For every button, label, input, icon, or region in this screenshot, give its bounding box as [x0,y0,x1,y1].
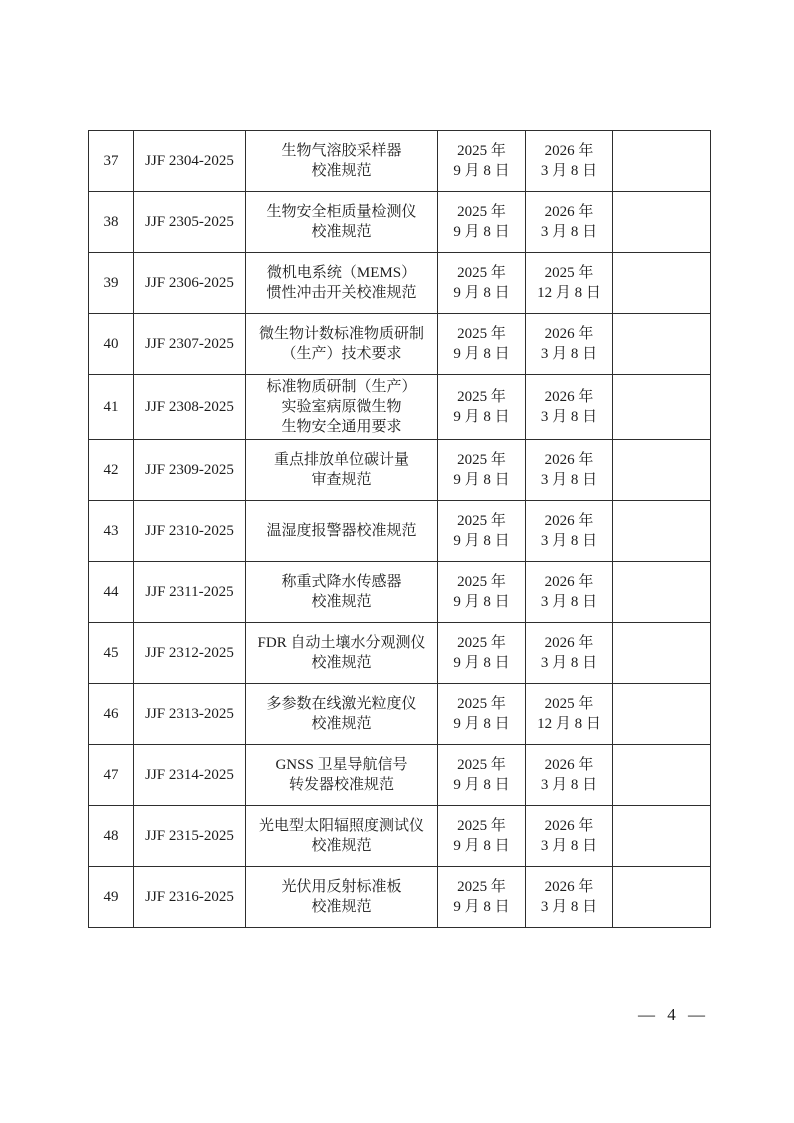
implementation-date-cell: 2026 年 3 月 8 日 [526,867,613,928]
standard-code-cell: JJF 2307-2025 [134,314,246,375]
standard-name-cell: 微机电系统（MEMS） 惯性冲击开关校准规范 [246,253,438,314]
remark-cell [613,131,711,192]
issue-date-cell: 2025 年 9 月 8 日 [438,192,526,253]
remark-cell [613,623,711,684]
page-number: — 4 — [638,1005,706,1024]
issue-date-cell: 2025 年 9 月 8 日 [438,375,526,440]
standard-name-cell: 温湿度报警器校准规范 [246,501,438,562]
standard-code-cell: JJF 2308-2025 [134,375,246,440]
issue-date-cell: 2025 年 9 月 8 日 [438,501,526,562]
issue-date-cell: 2025 年 9 月 8 日 [438,440,526,501]
table-row [89,192,711,253]
row-number-cell: 48 [89,806,134,867]
standard-name-cell: 称重式降水传感器 校准规范 [246,562,438,623]
table-row [89,131,711,192]
table-row [89,253,711,314]
table-row [89,314,711,375]
standards-table [88,130,711,928]
implementation-date-cell: 2026 年 3 月 8 日 [526,562,613,623]
table-row [89,375,711,440]
row-number-cell: 42 [89,440,134,501]
remark-cell [613,440,711,501]
row-number-cell: 41 [89,375,134,440]
standard-name-cell: 重点排放单位碳计量 审查规范 [246,440,438,501]
standard-code-cell: JJF 2312-2025 [134,623,246,684]
standard-name-cell: 标准物质研制（生产） 实验室病原微生物 生物安全通用要求 [246,375,438,440]
standard-code-cell: JJF 2310-2025 [134,501,246,562]
row-number-cell: 39 [89,253,134,314]
issue-date-cell: 2025 年 9 月 8 日 [438,867,526,928]
table-row [89,440,711,501]
implementation-date-cell: 2026 年 3 月 8 日 [526,375,613,440]
standard-code-cell: JJF 2313-2025 [134,684,246,745]
table-row [89,745,711,806]
table-row [89,806,711,867]
issue-date-cell: 2025 年 9 月 8 日 [438,623,526,684]
row-number-cell: 38 [89,192,134,253]
implementation-date-cell: 2026 年 3 月 8 日 [526,131,613,192]
issue-date-cell: 2025 年 9 月 8 日 [438,684,526,745]
issue-date-cell: 2025 年 9 月 8 日 [438,131,526,192]
standard-name-cell: 光伏用反射标准板 校准规范 [246,867,438,928]
table-row [89,562,711,623]
implementation-date-cell: 2026 年 3 月 8 日 [526,745,613,806]
row-number-cell: 37 [89,131,134,192]
table-row [89,501,711,562]
table-row [89,684,711,745]
table-row [89,623,711,684]
row-number-cell: 47 [89,745,134,806]
implementation-date-cell: 2026 年 3 月 8 日 [526,806,613,867]
standard-name-cell: 光电型太阳辐照度测试仪 校准规范 [246,806,438,867]
row-number-cell: 45 [89,623,134,684]
remark-cell [613,375,711,440]
remark-cell [613,806,711,867]
issue-date-cell: 2025 年 9 月 8 日 [438,253,526,314]
standard-name-cell: 微生物计数标准物质研制 （生产）技术要求 [246,314,438,375]
standard-code-cell: JJF 2309-2025 [134,440,246,501]
implementation-date-cell: 2026 年 3 月 8 日 [526,314,613,375]
standards-table-body [89,131,711,928]
row-number-cell: 49 [89,867,134,928]
table-row [89,867,711,928]
remark-cell [613,745,711,806]
standard-name-cell: 生物安全柜质量检测仪 校准规范 [246,192,438,253]
implementation-date-cell: 2026 年 3 月 8 日 [526,192,613,253]
implementation-date-cell: 2026 年 3 月 8 日 [526,623,613,684]
issue-date-cell: 2025 年 9 月 8 日 [438,745,526,806]
implementation-date-cell: 2025 年 12 月 8 日 [526,684,613,745]
implementation-date-cell: 2026 年 3 月 8 日 [526,501,613,562]
standard-name-cell: 生物气溶胶采样器 校准规范 [246,131,438,192]
issue-date-cell: 2025 年 9 月 8 日 [438,806,526,867]
remark-cell [613,253,711,314]
remark-cell [613,501,711,562]
implementation-date-cell: 2025 年 12 月 8 日 [526,253,613,314]
standard-code-cell: JJF 2315-2025 [134,806,246,867]
standard-code-cell: JJF 2305-2025 [134,192,246,253]
remark-cell [613,684,711,745]
standard-code-cell: JJF 2304-2025 [134,131,246,192]
standard-code-cell: JJF 2311-2025 [134,562,246,623]
standard-name-cell: FDR 自动土壤水分观测仪 校准规范 [246,623,438,684]
standard-code-cell: JJF 2306-2025 [134,253,246,314]
remark-cell [613,192,711,253]
standard-code-cell: JJF 2314-2025 [134,745,246,806]
standard-name-cell: GNSS 卫星导航信号 转发器校准规范 [246,745,438,806]
remark-cell [613,314,711,375]
implementation-date-cell: 2026 年 3 月 8 日 [526,440,613,501]
row-number-cell: 44 [89,562,134,623]
remark-cell [613,562,711,623]
standard-name-cell: 多参数在线激光粒度仪 校准规范 [246,684,438,745]
row-number-cell: 46 [89,684,134,745]
remark-cell [613,867,711,928]
issue-date-cell: 2025 年 9 月 8 日 [438,314,526,375]
row-number-cell: 43 [89,501,134,562]
issue-date-cell: 2025 年 9 月 8 日 [438,562,526,623]
standard-code-cell: JJF 2316-2025 [134,867,246,928]
row-number-cell: 40 [89,314,134,375]
